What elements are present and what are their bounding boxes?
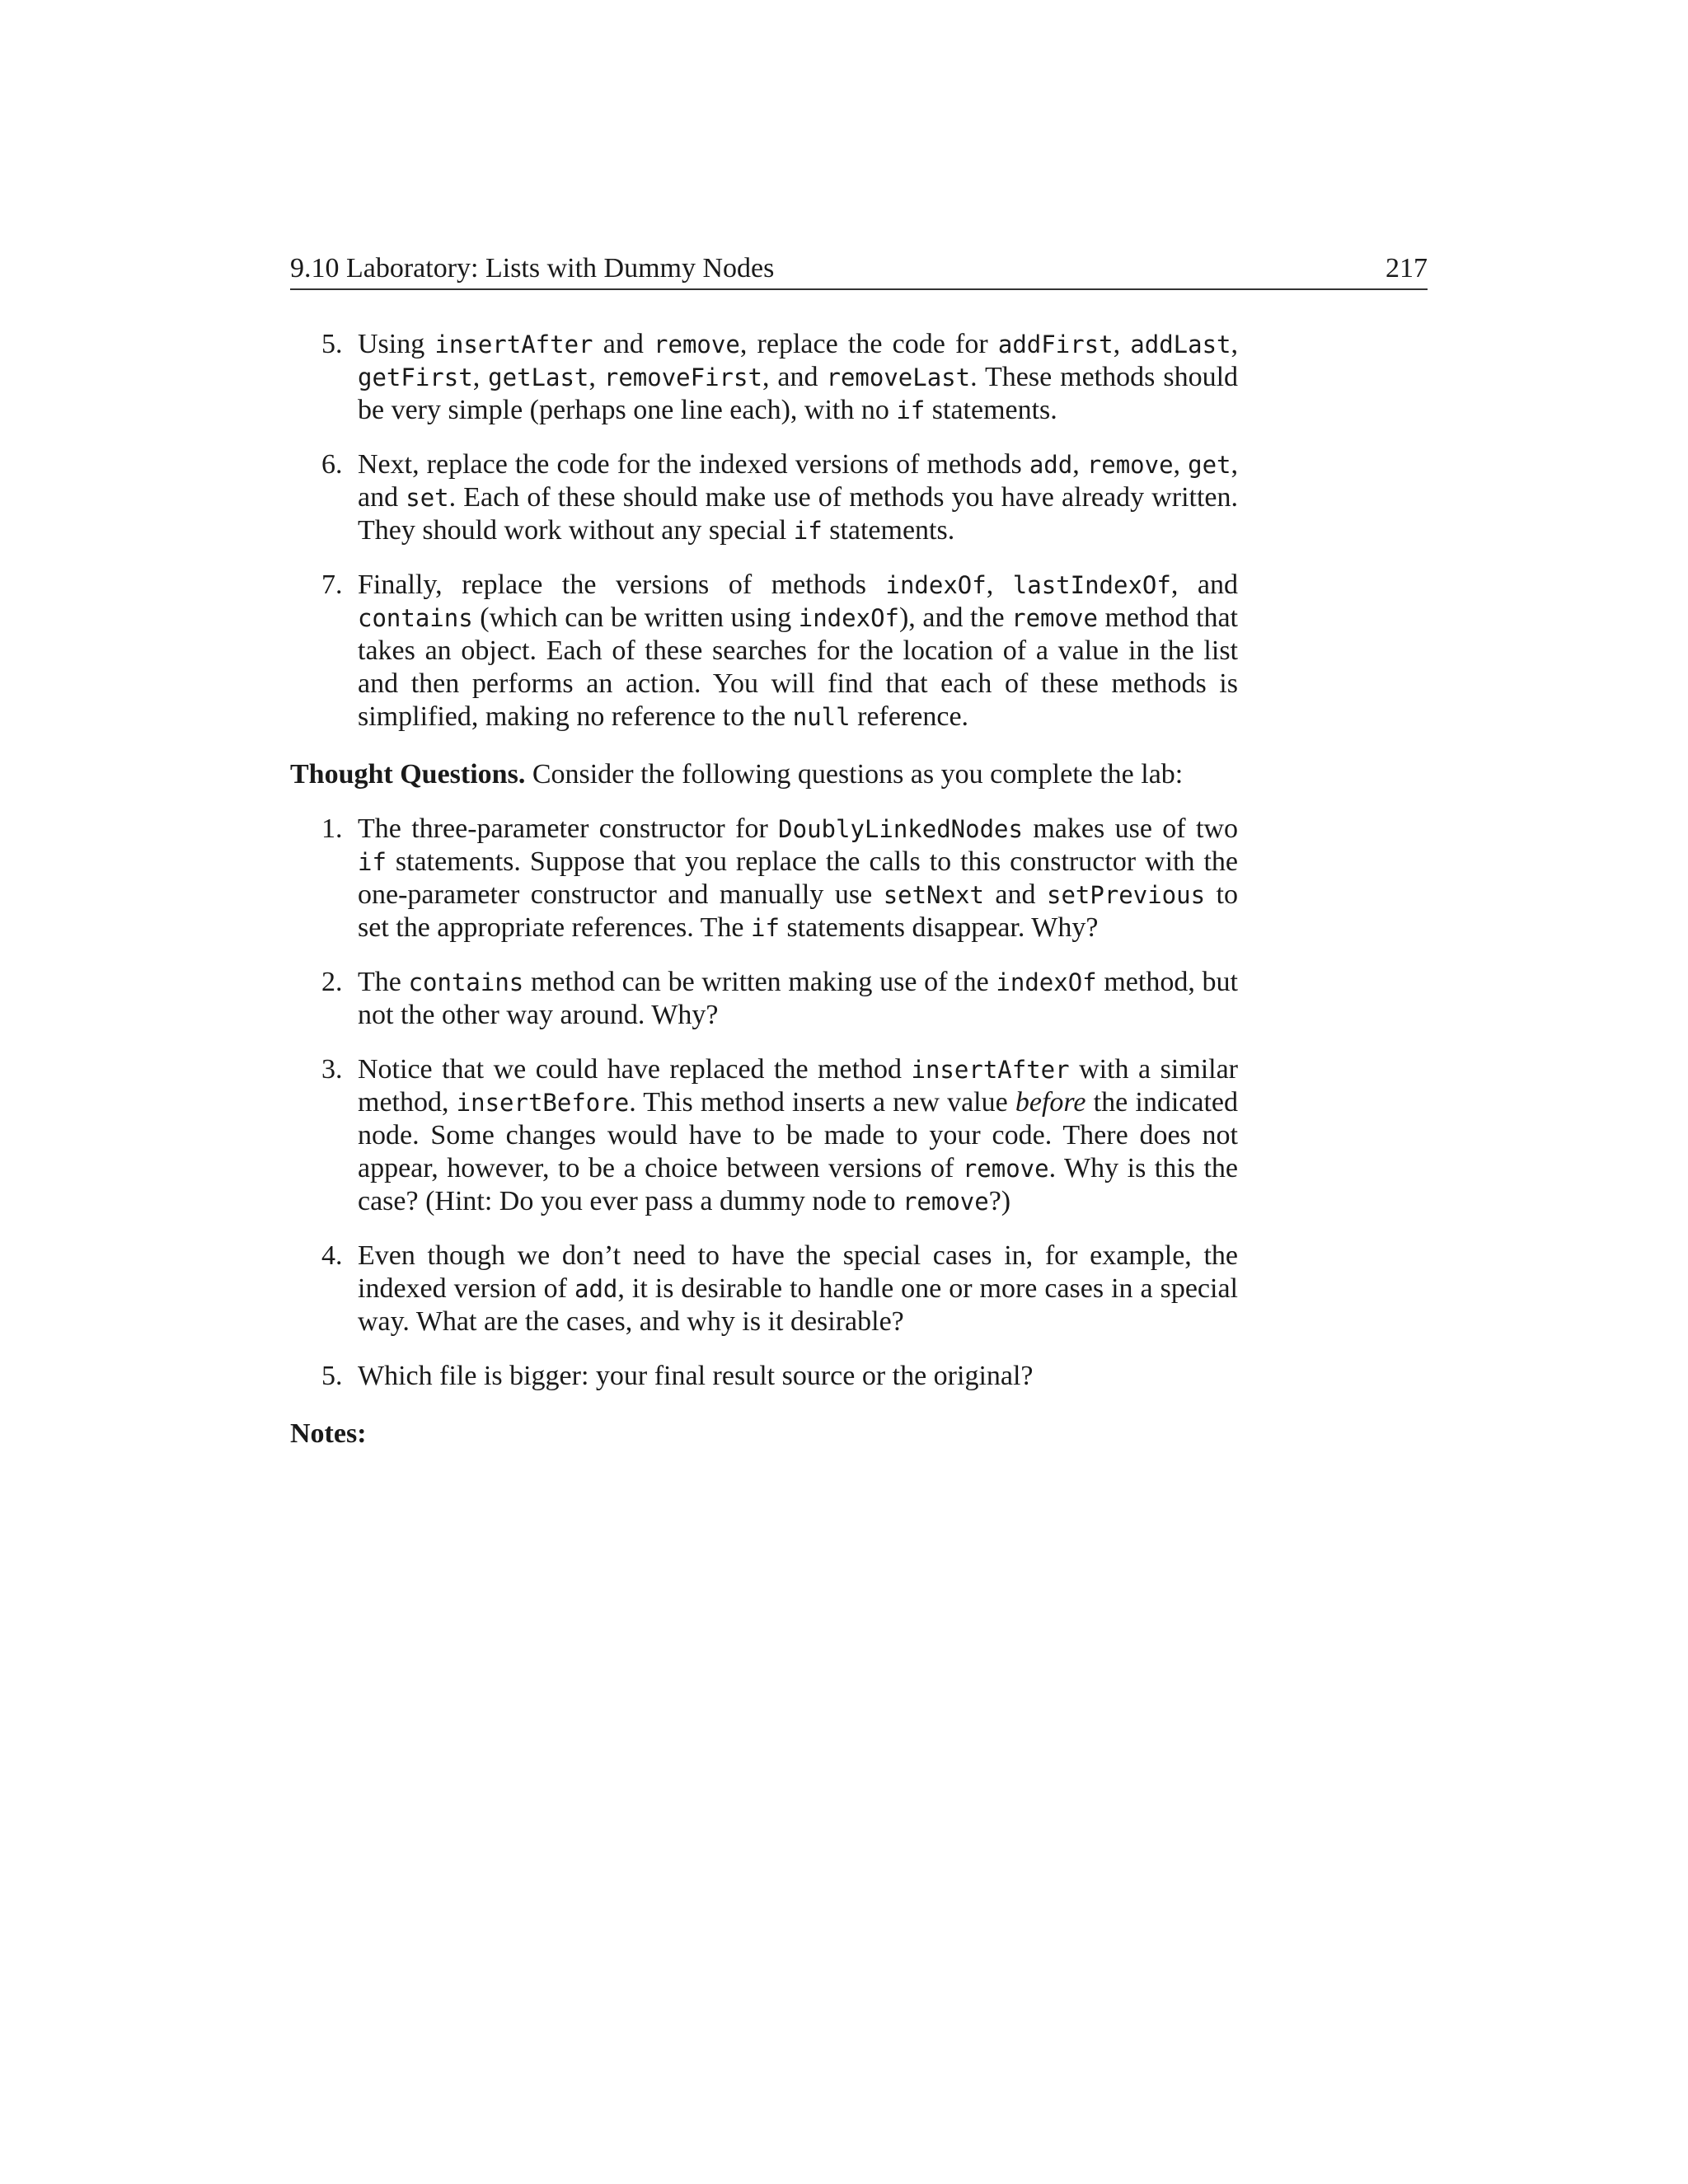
code-identifier: insertAfter	[911, 1056, 1070, 1084]
thought-question-text: The contains method can be written making use of the indexOf method, but not the other way around. Why?	[358, 967, 1238, 1030]
thought-question-item	[290, 1240, 1238, 1338]
page-number: 217	[1386, 253, 1428, 284]
code-identifier: indexOf	[885, 571, 987, 599]
code-identifier: if	[896, 396, 926, 424]
code-identifier: remove	[654, 330, 740, 359]
code-identifier: indexOf	[996, 968, 1097, 996]
code-identifier: indexOf	[798, 604, 899, 632]
thought-question-number: 2.	[321, 967, 343, 997]
code-identifier: set	[406, 484, 449, 512]
thought-question-item	[290, 966, 1238, 1032]
lab-step-number: 6.	[321, 449, 343, 480]
code-identifier: contains	[408, 968, 524, 996]
lab-steps-list	[290, 328, 1238, 733]
code-identifier: remove	[962, 1155, 1049, 1183]
code-identifier: setPrevious	[1047, 881, 1206, 909]
thought-questions-intro: Consider the following questions as you complete the lab:	[525, 759, 1184, 790]
lab-step-item	[290, 569, 1238, 733]
lab-step-number: 7.	[321, 569, 343, 600]
code-identifier: add	[1029, 451, 1073, 479]
thought-question-number: 5.	[321, 1361, 343, 1391]
code-identifier: remove	[1011, 604, 1098, 632]
code-identifier: lastIndexOf	[1012, 571, 1171, 599]
lab-step-number: 5.	[321, 329, 343, 359]
code-identifier: null	[792, 703, 851, 731]
thought-question-text: Which file is bigger: your final result source or the original?	[358, 1361, 1034, 1391]
lab-step-text: Next, replace the code for the indexed versions of methods add, remove, get, and set. Each of these should make use of methods you have already written. They should work without any special if statements.	[358, 449, 1239, 546]
notes-label: Notes:	[290, 1418, 367, 1449]
thought-questions-list	[290, 813, 1238, 1393]
code-identifier: contains	[358, 604, 473, 632]
code-identifier: setNext	[883, 881, 984, 909]
lab-step-text: Finally, replace the versions of methods indexOf, lastIndexOf, and contains (which can be written using indexOf), and the remove method that takes an object. Each of these searches for the location of a value in the list and then performs an action. You will find that each of these methods is simplified, making no reference to the null reference.	[358, 569, 1239, 732]
thought-question-text: Notice that we could have replaced the method insertAfter with a similar method, insertBefore. This method inserts a new value before the indicated node. Some changes would have to be made to your code. There does not appear, however, to be a choice between versions of remove. Why is this the case? (Hint: Do you ever pass a dummy node to remove?)	[358, 1054, 1239, 1216]
code-identifier: insertAfter	[434, 330, 593, 359]
thought-question-text: The three-parameter constructor for DoublyLinkedNodes makes use of two if statements. Suppose that you replace the calls to this constructor with the one-parameter constructor and manually use setNext and setPrevious to set the appropriate references. The if statements disappear. Why?	[358, 813, 1239, 943]
code-identifier: removeFirst	[603, 363, 762, 391]
code-identifier: if	[751, 914, 780, 942]
thought-questions-heading	[290, 758, 1238, 791]
thought-question-item	[290, 813, 1238, 944]
code-identifier: addFirst	[997, 330, 1114, 359]
lab-step-text: Using insertAfter and remove, replace the code for addFirst, addLast, getFirst, getLast, removeFirst, and removeLast. These methods should be very simple (perhaps one line each), with no if statements.	[358, 329, 1239, 425]
thought-question-text: Even though we don’t need to have the special cases in, for example, the indexed version of add, it is desirable to handle one or more cases in a special way. What are the cases, and why is it desirable?	[358, 1240, 1238, 1337]
code-identifier: remove	[1086, 451, 1174, 479]
code-identifier: getLast	[488, 363, 589, 391]
lab-step-item	[290, 448, 1238, 547]
code-identifier: DoublyLinkedNodes	[778, 815, 1023, 843]
code-identifier: if	[358, 848, 387, 876]
code-identifier: addLast	[1130, 330, 1231, 359]
section-title: 9.10 Laboratory: Lists with Dummy Nodes	[290, 253, 775, 284]
code-identifier: get	[1188, 451, 1231, 479]
code-identifier: add	[574, 1275, 618, 1303]
code-identifier: getFirst	[358, 363, 473, 391]
lab-step-item	[290, 328, 1238, 427]
thought-question-item	[290, 1360, 1238, 1393]
code-identifier: removeLast	[826, 363, 971, 391]
thought-question-number: 1.	[321, 813, 343, 844]
thought-question-number: 4.	[321, 1240, 343, 1271]
code-identifier: remove	[902, 1188, 989, 1216]
thought-questions-label: Thought Questions.	[290, 759, 526, 790]
code-identifier: if	[793, 517, 823, 545]
body-content	[290, 328, 1238, 1451]
thought-question-number: 3.	[321, 1054, 343, 1085]
code-identifier: insertBefore	[456, 1089, 630, 1117]
thought-question-item	[290, 1053, 1238, 1218]
emphasis: before	[1015, 1087, 1086, 1118]
running-header	[290, 251, 1428, 290]
